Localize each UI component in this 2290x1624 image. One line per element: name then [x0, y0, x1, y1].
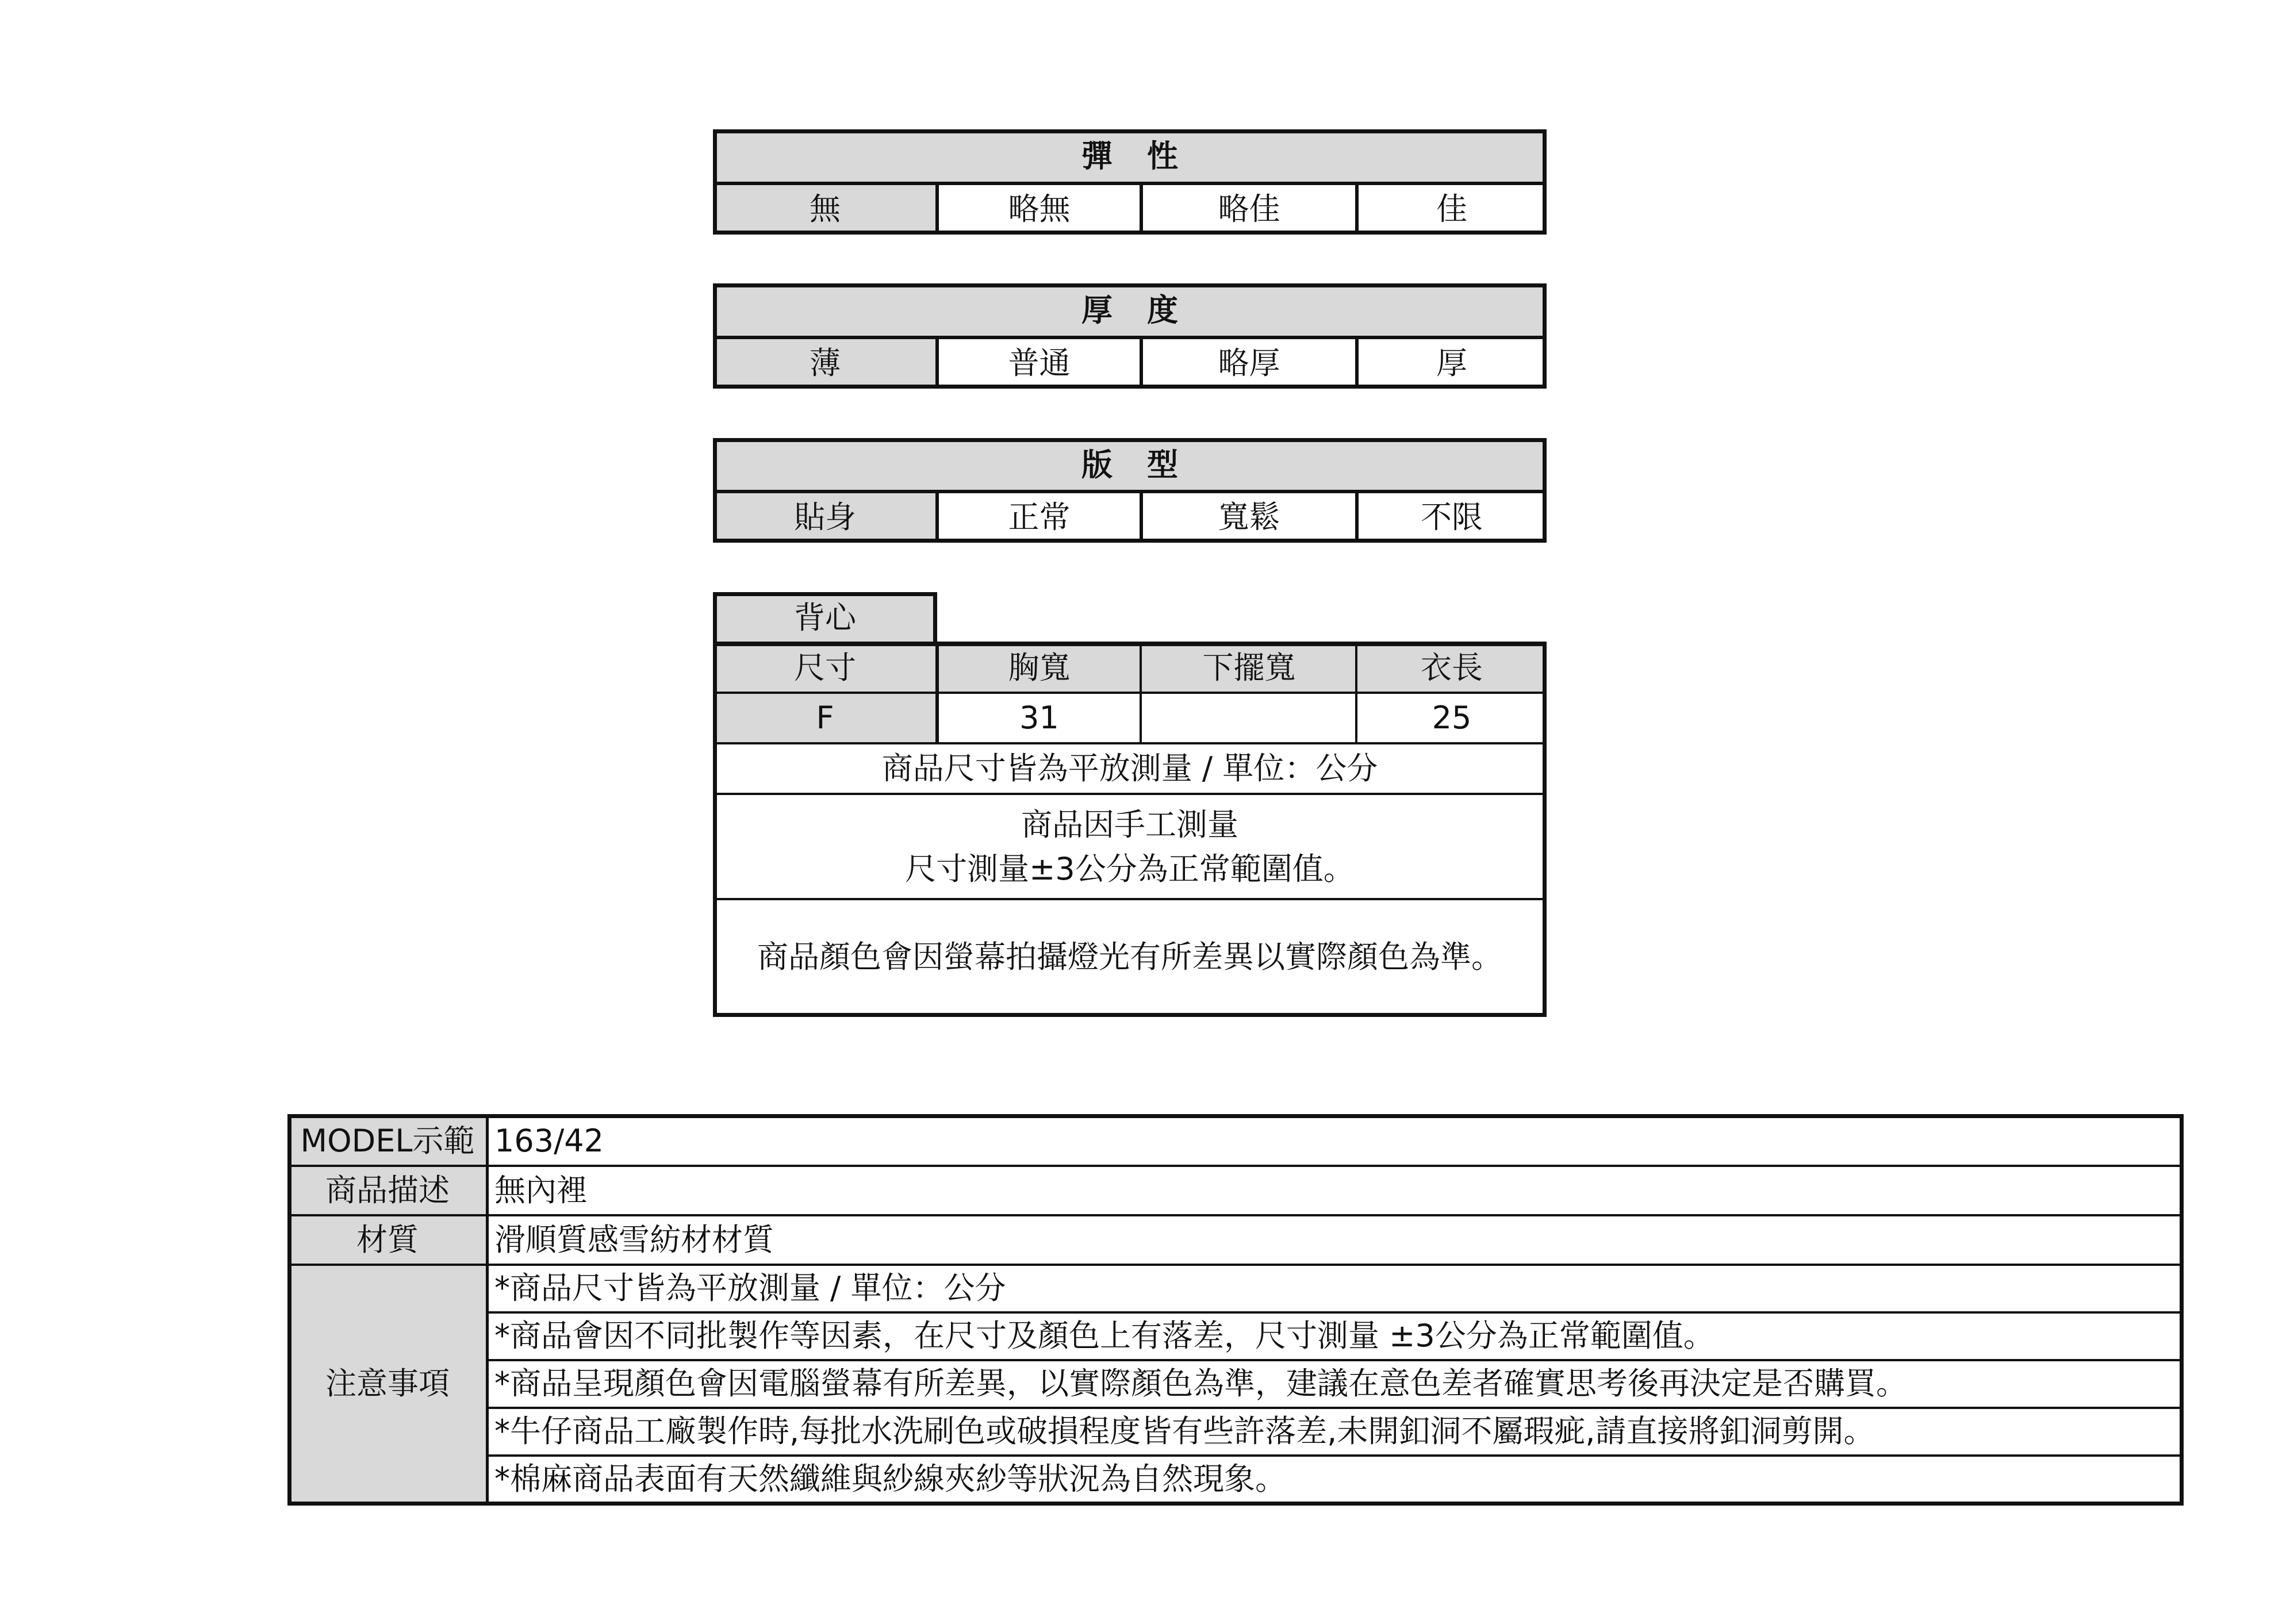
description-value: 無內裡: [494, 1172, 588, 1208]
size-category: 背心: [794, 599, 856, 636]
fit-option-fitted: 貼身: [794, 498, 856, 535]
size-header-hem: 下擺寬: [1202, 650, 1296, 686]
material-label: 材質: [356, 1221, 419, 1258]
size-header-length: 衣長: [1421, 650, 1483, 686]
fit-title: 版型: [1081, 446, 1213, 483]
size-row-length: 25: [1432, 699, 1472, 736]
fit-option-regular: 正常: [1008, 498, 1071, 535]
elasticity-option-none: 無: [810, 190, 841, 227]
size-header-size: 尺寸: [794, 650, 856, 686]
material-value: 滑順質感雪紡材材質: [494, 1221, 774, 1258]
elasticity-option-slightly-none: 略無: [1008, 190, 1071, 227]
note-item: *牛仔商品工廠製作時,每批水洗刷色或破損程度皆有些許落差,未開釦洞不屬瑕疵,請直接將釦洞剪開。: [494, 1413, 1875, 1450]
notes-label: 注意事項: [325, 1365, 450, 1402]
note-item: *棉麻商品表面有天然纖維與紗線夾紗等狀況為自然現象。: [494, 1461, 1286, 1498]
elasticity-option-good: 佳: [1436, 190, 1467, 227]
elasticity-option-slightly-good: 略佳: [1218, 190, 1280, 227]
note-item: *商品尺寸皆為平放測量 / 單位：公分: [494, 1270, 1006, 1307]
size-note-manual-line2: 尺寸測量±3公分為正常範圍值。: [905, 850, 1355, 887]
thickness-option-thin: 薄: [810, 344, 841, 381]
size-row-chest: 31: [1019, 699, 1059, 736]
size-note-measure: 商品尺寸皆為平放測量 / 單位：公分: [881, 750, 1378, 786]
description-label: 商品描述: [325, 1172, 450, 1208]
thickness-title: 厚度: [1081, 292, 1213, 329]
size-header-chest: 胸寬: [1008, 650, 1071, 686]
thickness-option-normal: 普通: [1008, 344, 1071, 381]
fit-option-any: 不限: [1421, 498, 1483, 535]
model-label: MODEL示範: [300, 1122, 475, 1159]
note-item: *商品呈現顏色會因電腦螢幕有所差異，以實際顏色為準，建議在意色差者確實思考後再決定是否購買。: [494, 1365, 1907, 1402]
size-note-manual-line1: 商品因手工測量: [1021, 806, 1238, 843]
size-note-color: 商品顏色會因螢幕拍攝燈光有所差異以實際顏色為準。: [757, 938, 1502, 975]
elasticity-title: 彈性: [1081, 138, 1213, 175]
fit-option-loose: 寬鬆: [1218, 498, 1280, 535]
size-row-size: F: [816, 699, 834, 736]
thickness-option-slightly-thick: 略厚: [1218, 344, 1280, 381]
thickness-option-thick: 厚: [1436, 344, 1467, 381]
note-item: *商品會因不同批製作等因素，在尺寸及顏色上有落差，尺寸測量 ±3公分為正常範圍值。: [494, 1318, 1714, 1354]
model-value: 163/42: [494, 1122, 604, 1159]
